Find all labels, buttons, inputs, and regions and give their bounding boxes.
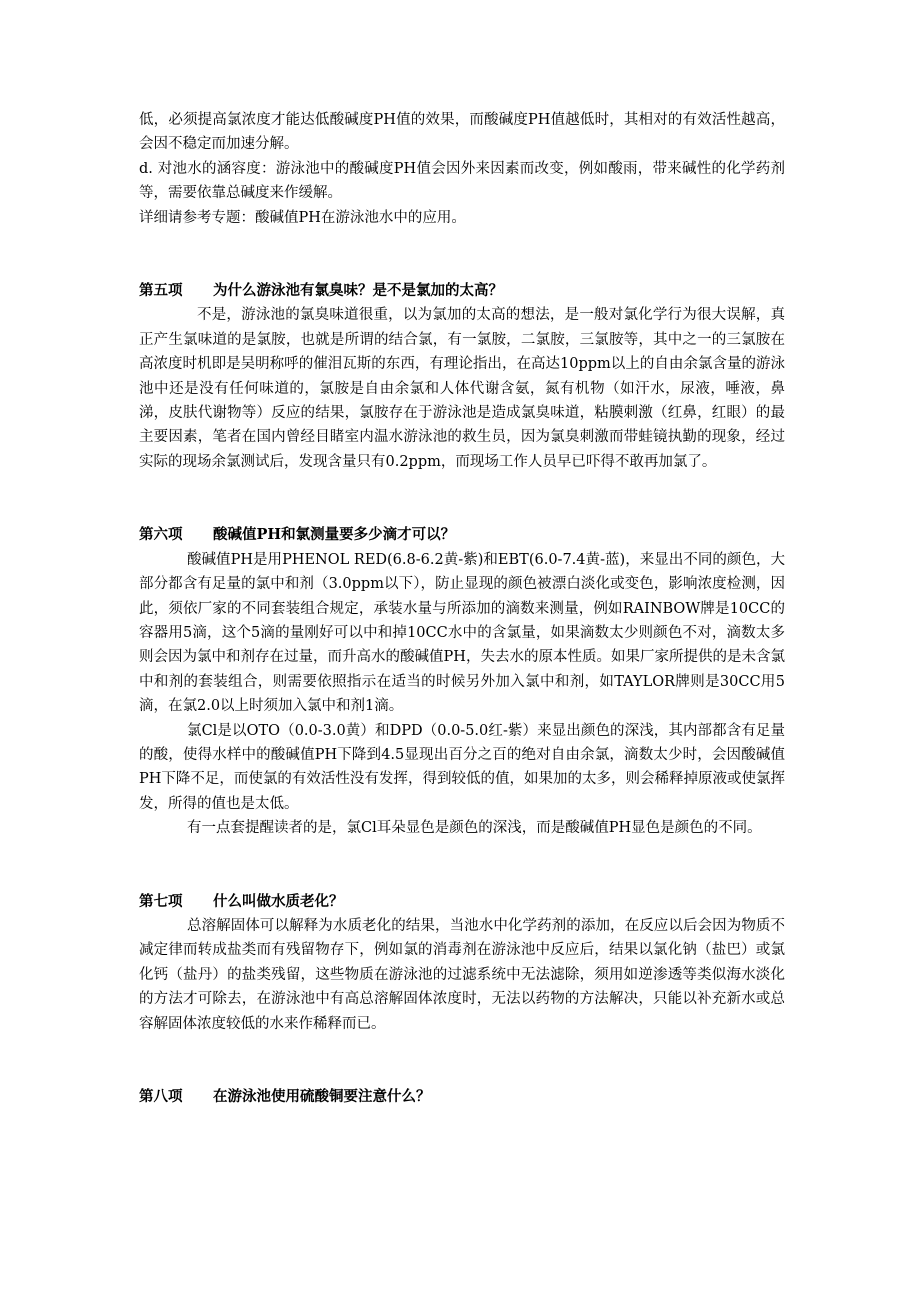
section-5-heading xyxy=(139,279,785,303)
section-5-title: 为什么游泳池有氯臭味？是不是氯加的太高？ xyxy=(213,282,503,300)
section-7-heading xyxy=(139,890,785,914)
section-6-title: 酸碱值PH和氯测量要多少滴才可以？ xyxy=(213,526,456,544)
intro-paragraph-3: 详细请参考专题：酸碱值PH在游泳池水中的应用。 xyxy=(139,209,466,226)
section-5-body: 不是，游泳池的氯臭味道很重，以为氯加的太高的想法，是一般对氯化学行为很大误解，真正产生氯味道的是氯胺，也就是所谓的结合氯，有一氯胺，二氯胺，三氯胺等，其中之一的三氯胺在高浓度时机即是吴明称呼的催泪瓦斯的东西，有理论指出，在高达10ppm以上的自由余氯含量的游泳池中还是没有任何味道的，氯胺是自由余氯和人体代谢含氨，氮有机物（如汗水，尿液，唾液，鼻涕，皮肤代谢物等）反应的结果，氯胺存在于游泳池是造成氯臭味道，粘膜刺激（红鼻，红眼）的最主要因素，笔者在国内曾经目睹室内温水游泳池的救生员，因为氯臭刺激而带蛙镜执勤的现象，经过实际的现场余氯测试后，发现含量只有0.2ppm，而现场工作人员早已吓得不敢再加氯了。 xyxy=(139,307,785,470)
section-7-body: 总溶解固体可以解释为水质老化的结果，当池水中化学药剂的添加，在反应以后会因为物质不减定律而转成盐类而有残留物存下，例如氯的消毒剂在游泳池中反应后，结果以氯化钠（盐巴）或氯化钙（盐丹）的盐类残留，这些物质在游泳池的过滤系统中无法滤除，须用如逆渗透等类似海水淡化的方法才可除去，在游泳池中有高总溶解固体浓度时，无法以药物的方法解决，只能以补充新水或总容解固体浓度较低的水来作稀释而已。 xyxy=(139,917,785,1032)
section-8-heading xyxy=(139,1085,785,1109)
intro-paragraph-1: 低，必须提高氯浓度才能达低酸碱度PH值的效果，而酸碱度PH值越低时，其相对的有效活性越高，会因不稳定而加速分解。 xyxy=(139,112,785,153)
intro-paragraph-2: d. 对池水的涵容度：游泳池中的酸碱度PH值会因外来因素而改变，例如酸雨，带来碱性的化学药剂等，需要依靠总碱度来作缓解。 xyxy=(139,160,785,202)
section-8-title: 在游泳池使用硫酸铜要注意什么？ xyxy=(213,1088,431,1105)
section-7-number: 第七项 xyxy=(139,892,183,910)
section-6-paragraph-2: 氯Cl是以OTO（0.0-3.0黄）和DPD（0.0-5.0红-紫）来显出颜色的深浅，其内部都含有足量的酸，使得水样中的酸碱值PH下降到4.5显现出百分之百的绝对自由余氯，滴数太少时，会因酸碱值PH下降不足，而使氯的有效活性没有发挥，得到较低的值，如果加的太多，则会稀释掉原液或使氯挥发，所得的值也是太低。 xyxy=(139,722,785,812)
section-6-heading xyxy=(139,523,785,547)
section-6-number: 第六项 xyxy=(139,526,183,544)
section-6-paragraph-1: 酸碱值PH是用PHENOL RED(6.8-6.2黄-紫)和EBT(6.0-7.4黄-蓝)，来显出不同的颜色，大部分都含有足量的氯中和剂（3.0ppm以下），防止显现的颜色被漂白淡化或变色，影响浓度检测，因此，须依厂家的不同套装组合规定，承装水量与所添加的滴数来测量，例如RAINBOW牌是10CC的容器用5滴，这个5滴的量刚好可以中和掉10CC水中的含氯量，如果滴数太少则颜色不对，滴数太多则会因为氯中和剂存在过量，而升高水的酸碱值PH，失去水的原本性质。如果厂家所提供的是未含氯中和剂的套装组合，则需要依照指示在适当的时候另外加入氯中和剂，如TAYLOR牌则是30CC用5滴，在氯2.0以上时须加入氯中和剂1滴。 xyxy=(139,551,785,715)
section-5-number: 第五项 xyxy=(139,282,183,300)
document-page xyxy=(139,108,785,1109)
section-7-title: 什么叫做水质老化？ xyxy=(213,892,344,910)
section-6-paragraph-3: 有一点套提醒读者的是，氯Cl耳朵显色是颜色的深浅，而是酸碱值PH显色是颜色的不同。 xyxy=(187,820,762,837)
section-8-number: 第八项 xyxy=(139,1088,183,1105)
